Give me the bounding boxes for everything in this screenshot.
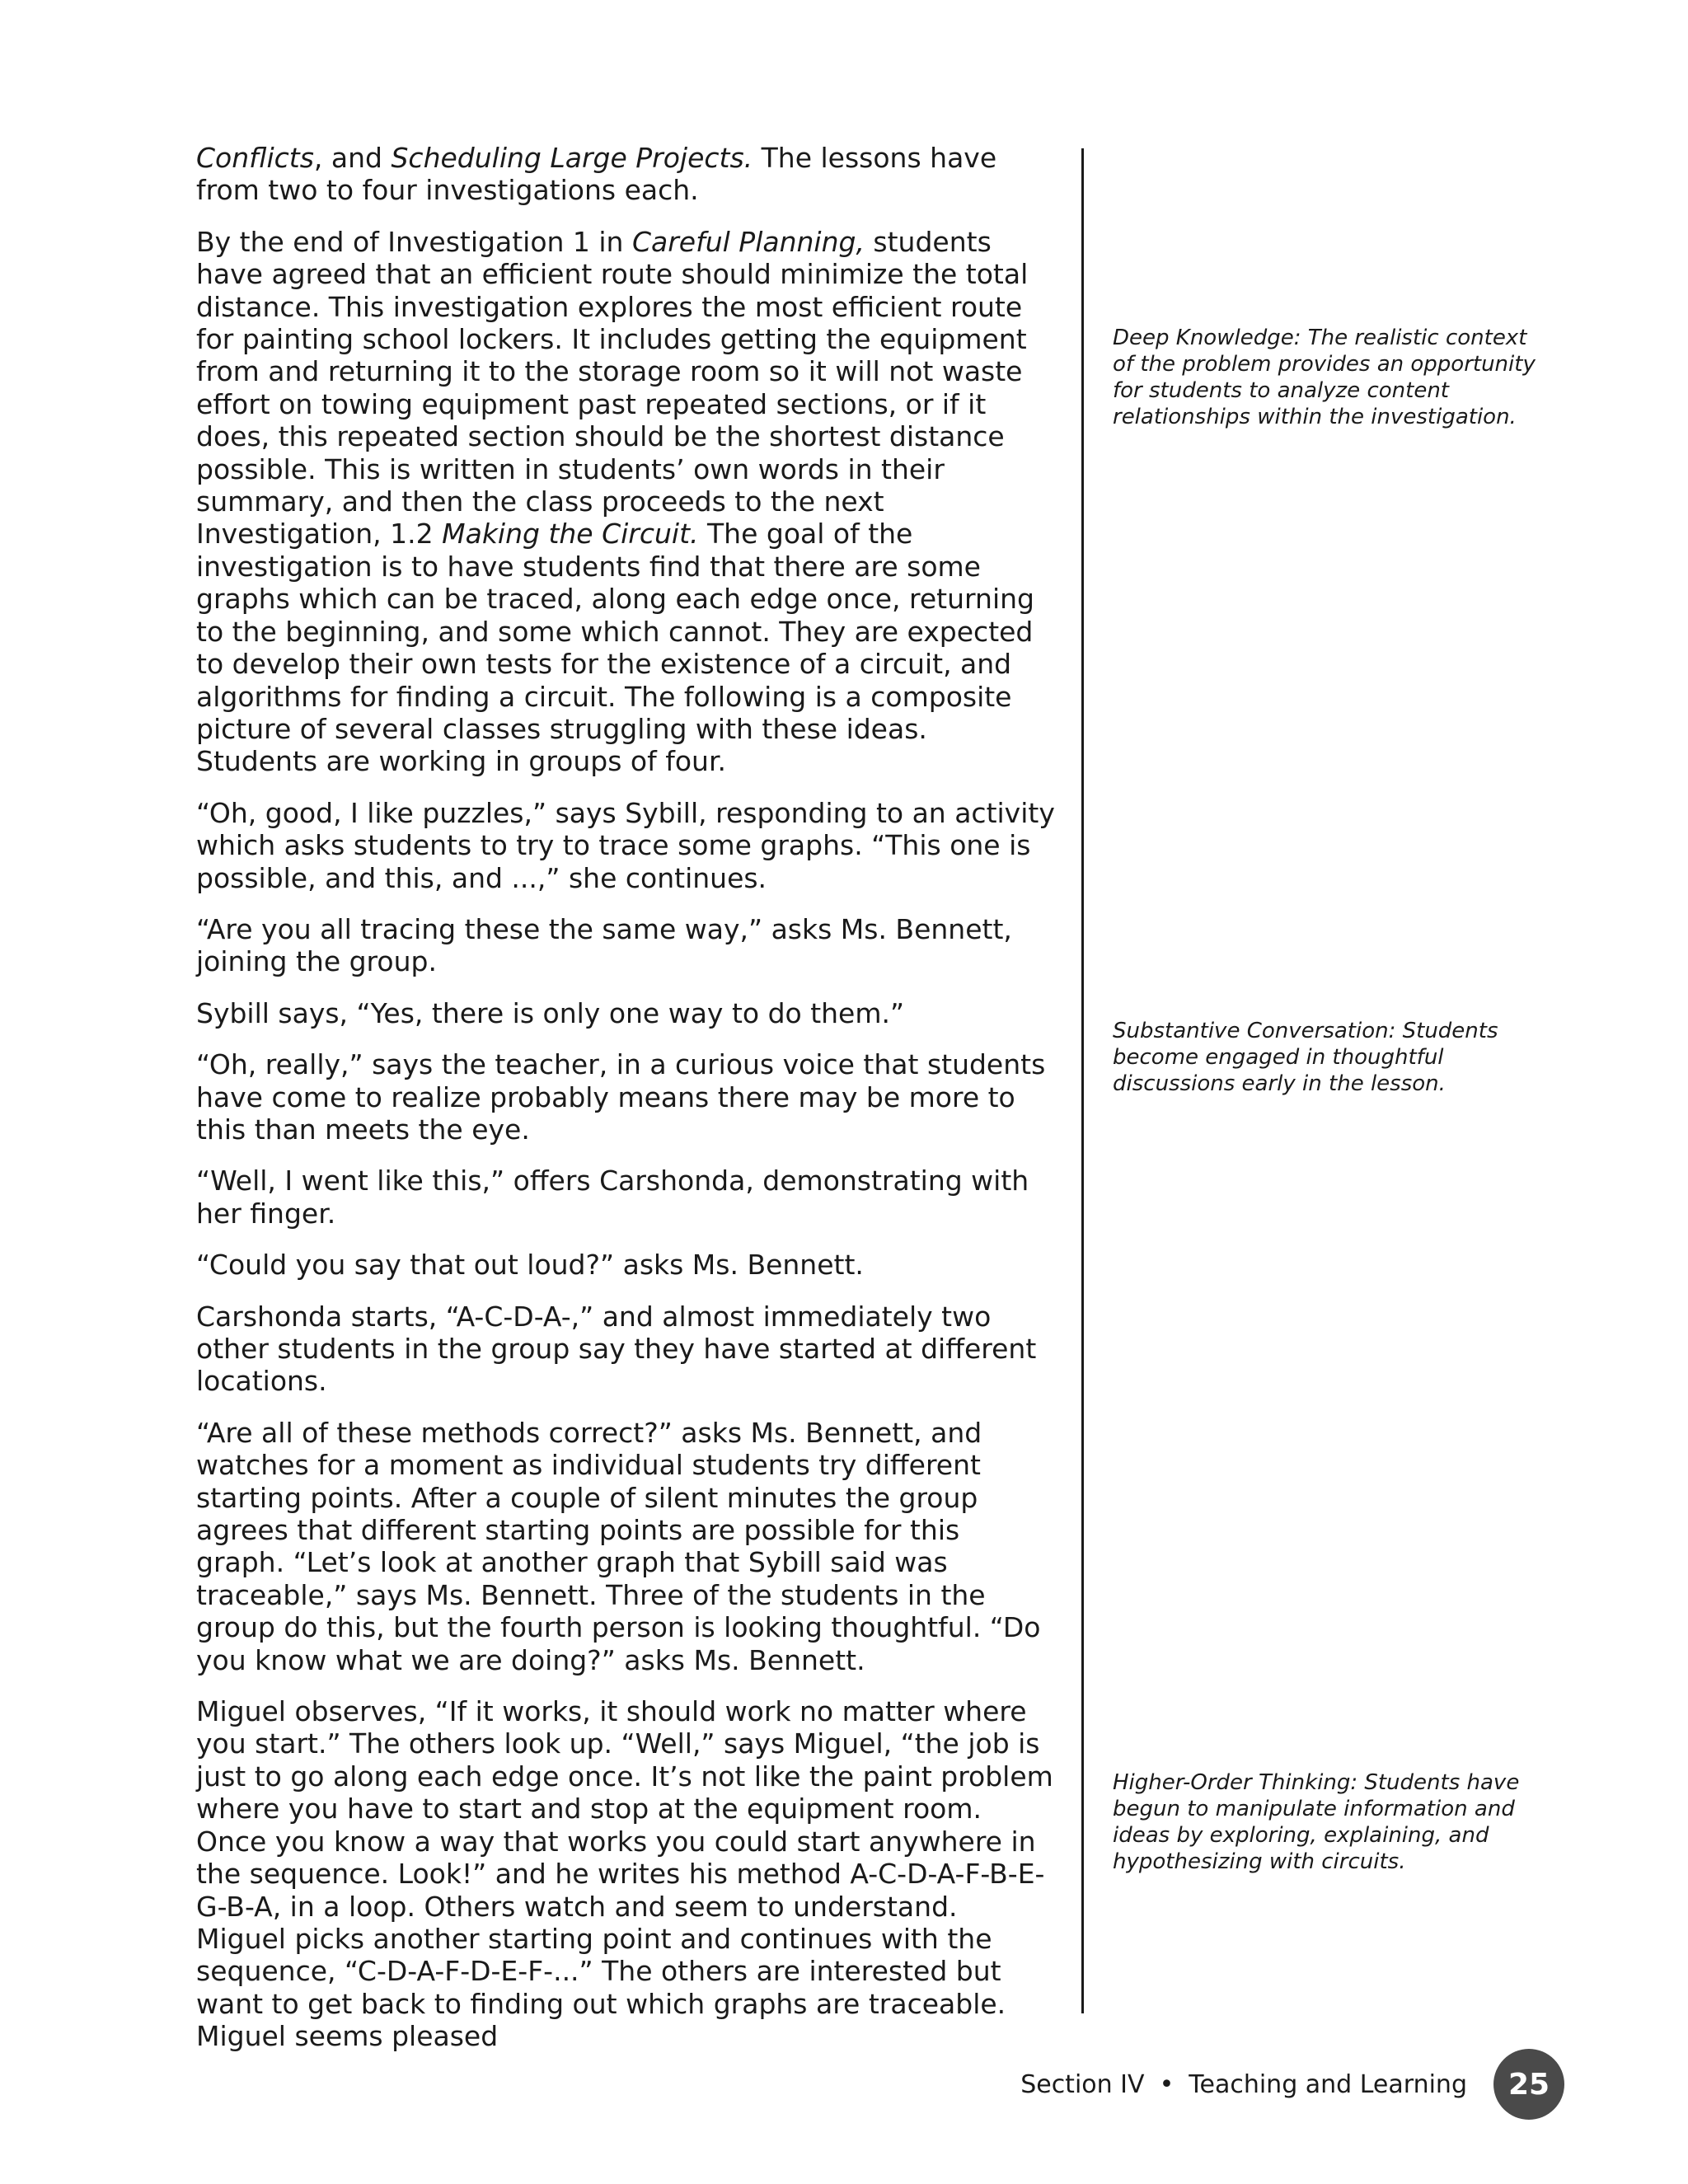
paragraph-2: By the end of Investigation 1 in Careful Planning, students have agreed that an efficient route should minimize the total distance. This investigation explores the most efficient route for painting school lockers. It includes getting the equipment from and returning it to the storage room so it will not waste effort on towing equipment past repeated sections, or if it does, this repeated section should be the shortest distance possible. This is written in students’ own words in their summary, and then the class proceeds to the next Investigation, 1.2 Making the Circuit. The goal of the investigation is to have students find that there are some graphs which can be traced, along each edge once, returning to the beginning, and some which cannot. They are expected to develop their own tests for the existence of a circuit, and algorithms for finding a circuit. The following is a composite picture of several classes struggling with these ideas. Students are working in groups of four. bbox=[196, 225, 1034, 778]
paragraph-7: “Well, I went like this,” offers Carshonda, demonstrating with her finger. bbox=[196, 1165, 1029, 1230]
margin-note-substantive-conversation: Substantive Conversation: Students become engaged in thoughtful discussions early in the lesson. bbox=[1113, 1019, 1498, 1096]
paragraph-6: “Oh, really,” says the teacher, in a curious voice that students have come to realize probably means there may be more to this than meets the eye. bbox=[196, 1048, 1046, 1146]
footer-title: Teaching and Learning bbox=[1189, 2069, 1467, 2099]
margin-note-deep-knowledge: Deep Knowledge: The realistic context of the problem provides an opportunity for students to analyze content relationships within the investigation. bbox=[1113, 326, 1536, 429]
paragraph-3: “Oh, good, I like puzzles,” says Sybill, responding to an activity which asks students to try to trace some graphs. “This one is possible, and this, and ...,” she continues. bbox=[196, 796, 1055, 894]
page-number: 25 bbox=[1507, 2067, 1550, 2102]
lesson-title-scheduling: Scheduling Large Projects. bbox=[391, 142, 753, 174]
investigation-title-making-the-circuit: Making the Circuit. bbox=[442, 518, 699, 551]
column-divider bbox=[1081, 148, 1084, 2013]
paragraph-8: “Could you say that out loud?” asks Ms. Bennett. bbox=[196, 1249, 864, 1282]
paragraph-11: Miguel observes, “If it works, it should work no matter where you start.” The others look up. “Well,” says Miguel, “the job is just to go along each edge once. It’s not like the paint problem where you have to start and stop at the equipment room. Once you know a way that works you could start anywhere in the sequence. Look!” and he writes his method A-C-D-A-F-B-E-G-B-A, in a loop. Others watch and seem to understand. Miguel picks another starting point and continues with the sequence, “C-D-A-F-D-E-F-...” The others are interested but want to get back to finding out which graphs are traceable. Miguel seems pleased bbox=[196, 1695, 1053, 2053]
paragraph-10: “Are all of these methods correct?” asks Ms. Bennett, and watches for a moment as individual students try different starting points. After a couple of silent minutes the group agrees that different starting points are possible for this graph. “Let’s look at another graph that Sybill said was traceable,” says Ms. Bennett. Three of the students in the group do this, but the fourth person is looking thoughtful. “Do you know what we are doing?” asks Ms. Bennett. bbox=[196, 1416, 1041, 1676]
paragraph-5: Sybill says, “Yes, there is only one way to do them.” bbox=[196, 996, 905, 1029]
paragraph-4: “Are you all tracing these the same way,” asks Ms. Bennett, joining the group. bbox=[196, 912, 1012, 978]
unit-title-careful-planning: Careful Planning, bbox=[631, 225, 865, 258]
lesson-title-conflicts: Conflicts bbox=[196, 142, 314, 174]
paragraph-9: Carshonda starts, “A-C-D-A-,” and almost immediately two other students in the group say they have started at different locations. bbox=[196, 1300, 1037, 1398]
footer-section: Section IV bbox=[1020, 2069, 1145, 2099]
page-footer bbox=[1020, 2049, 1564, 2120]
footer-bullet: • bbox=[1159, 2069, 1175, 2099]
paragraph-1: Conflicts, and Scheduling Large Projects. The lessons have from two to four investigations each. bbox=[196, 142, 997, 207]
page-number-badge bbox=[1493, 2049, 1564, 2120]
margin-note-higher-order-thinking: Higher-Order Thinking: Students have begun to manipulate information and ideas by exploring, explaining, and hypothesizing with circuits. bbox=[1113, 1770, 1520, 1874]
main-text-column bbox=[196, 142, 1055, 2072]
